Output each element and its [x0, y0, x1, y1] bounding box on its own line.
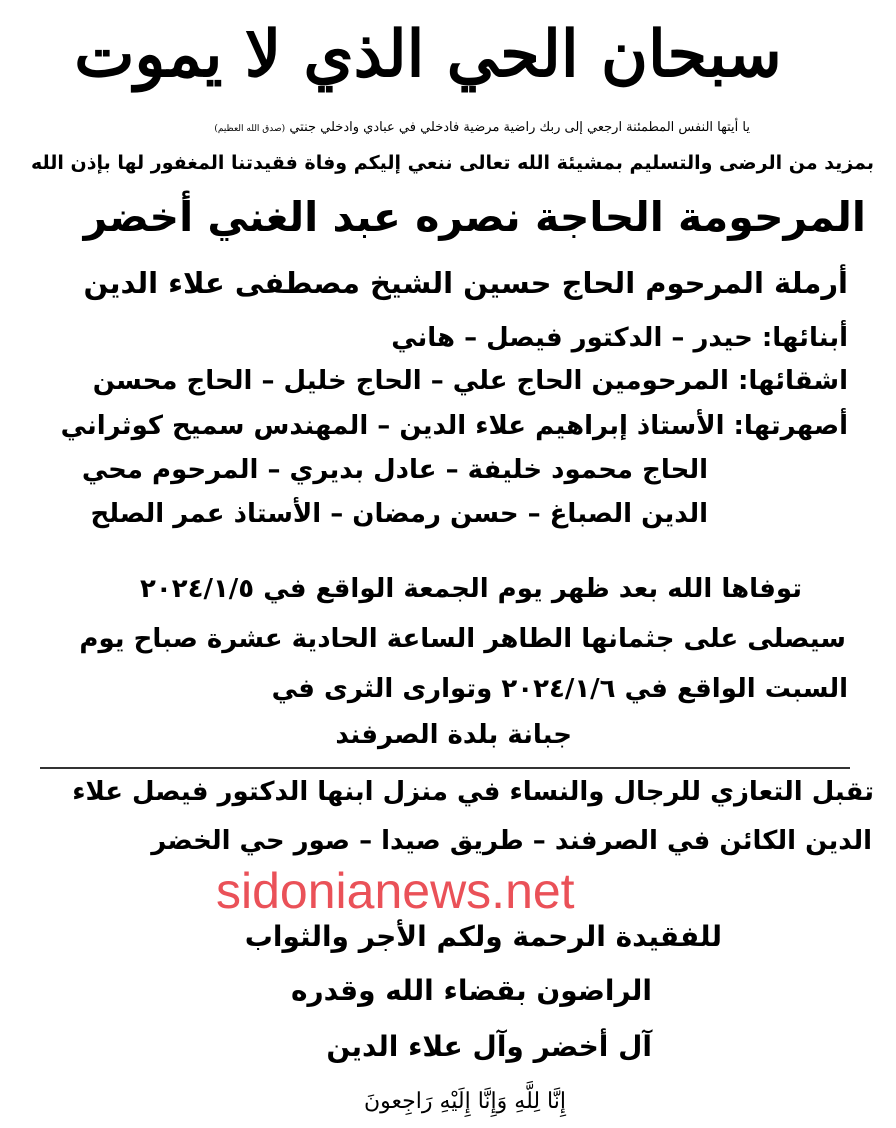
funeral-prayer-line-1: سيصلى على جثمانها الطاهر الساعة الحادية عشرة صباح يوم	[79, 624, 846, 654]
inlaws-line-2: الحاج محمود خليفة – عادل بديري – المرحوم محي	[81, 455, 708, 485]
burial-place-line: جبانة بلدة الصرفند	[335, 720, 572, 750]
intro-text: بمزيد من الرضى والتسليم بمشيئة الله تعالى ننعي إليكم وفاة فقيدتنا المغفور لها بإذن الله	[30, 152, 874, 174]
sons-line: أبنائها: حيدر – الدكتور فيصل – هاني	[391, 323, 848, 353]
opening-verse	[214, 120, 750, 135]
calligraphy-text: سبحان الحي الذي لا يموت	[74, 17, 782, 92]
closing-line-1: للفقيدة الرحمة ولكم الأجر والثواب	[244, 920, 722, 953]
widow-of-line: أرملة المرحوم الحاج حسين الشيخ مصطفى علاء الدين	[83, 266, 848, 300]
death-date-line: توفاها الله بعد ظهر يوم الجمعة الواقع في ٢٠٢٤/١/٥	[139, 574, 802, 604]
verse-text: يا أيتها النفس المطمئنة ارجعي إلى ربك راضية مرضية فادخلي في عبادي وادخلي جنتي	[289, 120, 750, 135]
inlaws-line-3: الدين الصباغ – حسن رمضان – الأستاذ عمر الصلح	[90, 499, 708, 529]
final-verse: إِنَّا لِلَّهِ وَإِنَّا إِلَيْهِ رَاجِعونَ	[364, 1089, 566, 1114]
deceased-name: المرحومة الحاجة نصره عبد الغني أخضر	[83, 193, 866, 241]
brothers-line: اشقائها: المرحومين الحاج علي – الحاج خليل – الحاج محسن	[92, 366, 848, 396]
closing-line-2: الراضون بقضاء الله وقدره	[290, 974, 652, 1007]
watermark: sidonianews.net	[216, 863, 575, 919]
verse-reference: (صدق الله العظيم)	[214, 124, 286, 134]
calligraphy-header	[74, 6, 782, 106]
funeral-prayer-line-2: السبت الواقع في ٢٠٢٤/١/٦ وتوارى الثرى في	[271, 674, 848, 704]
condolences-line-1: تقبل التعازي للرجال والنساء في منزل ابنها الدكتور فيصل علاء	[72, 777, 874, 807]
inlaws-line-1: أصهرتها: الأستاذ إبراهيم علاء الدين – المهندس سميح كوثراني	[60, 411, 848, 441]
section-divider	[40, 767, 850, 769]
condolences-line-2: الدين الكائن في الصرفند – طريق صيدا – صور حي الخضر	[151, 826, 872, 856]
family-signature: آل أخضر وآل علاء الدين	[326, 1030, 652, 1063]
